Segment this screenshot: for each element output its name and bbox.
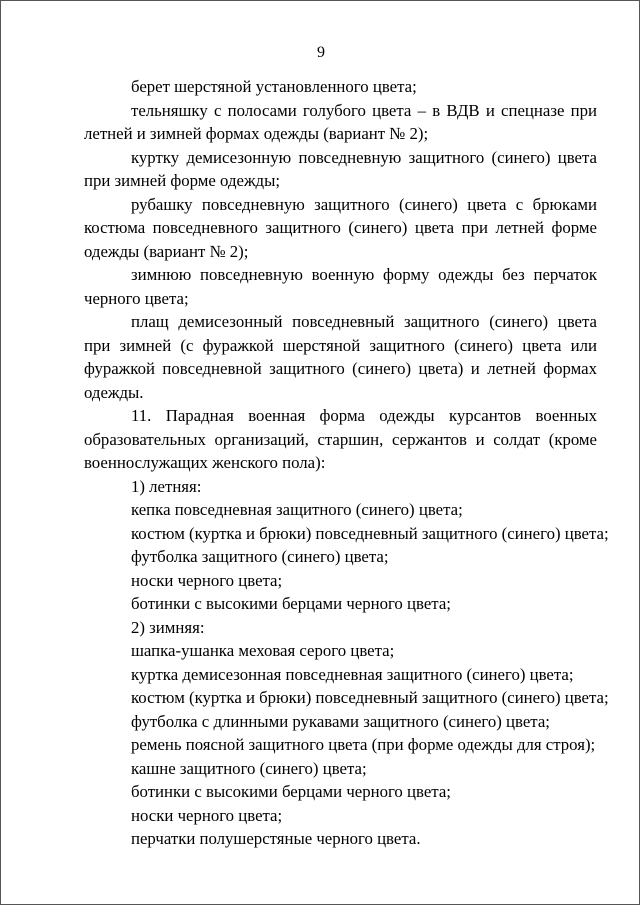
summer-item: ботинки с высокими берцами черного цвета; — [131, 594, 451, 613]
winter-item: кашне защитного (синего) цвета; — [131, 758, 367, 778]
winter-heading: 2) зимняя: — [131, 617, 205, 637]
summer-item: футболка защитного (синего) цвета; — [131, 547, 389, 566]
summer-item: костюм (куртка и брюки) повседневный защитного (синего) цвета; — [131, 523, 609, 543]
summer-heading: 1) летняя: — [131, 476, 202, 496]
paragraph-jacket: куртку демисезонную повседневную защитного (синего) цвета при зимней форме одежды; — [84, 147, 597, 190]
paragraph-beret: берет шерстяной установленного цвета; — [131, 77, 417, 96]
winter-item: носки черного цвета; — [131, 805, 283, 825]
paragraph-shirt: рубашку повседневную защитного (синего) цвета с брюками костюма повседневного защитного (синего) цвета при летней форме одежды (вариант № 2); — [84, 194, 597, 261]
paragraph-telnyashka: тельняшку с полосами голубого цвета – в ВДВ и спецназе при летней и зимней формах одежды (вариант № 2); — [84, 100, 597, 143]
winter-item: футболка с длинными рукавами защитного (синего) цвета; — [131, 711, 550, 731]
winter-item: куртка демисезонная повседневная защитного (синего) цвета; — [131, 664, 574, 684]
winter-item: перчатки полушерстяные черного цвета. — [131, 829, 421, 848]
paragraph-raincoat: плащ демисезонный повседневный защитного (синего) цвета при зимней (с фуражкой шерстяной защитного (синего) цвета или фуражкой повседневной защитного (синего) цвета) и летней формах одежды. — [84, 312, 597, 402]
paragraph-section-11: 11. Парадная военная форма одежды курсантов военных образовательных организаций, старшин, сержантов и солдат (кроме военнослужащих женского пола): — [84, 406, 597, 472]
summer-item: кепка повседневная защитного (синего) цвета; — [131, 500, 463, 519]
summer-item: носки черного цвета; — [131, 570, 283, 590]
paragraph-winter-uniform: зимнюю повседневную военную форму одежды без перчаток черного цвета; — [84, 265, 597, 308]
winter-item: ботинки с высокими берцами черного цвета; — [131, 782, 451, 801]
winter-item: шапка-ушанка меховая серого цвета; — [131, 641, 395, 660]
winter-item: ремень поясной защитного цвета (при форме одежды для строя); — [131, 735, 596, 754]
document-body — [84, 75, 609, 851]
winter-item: костюм (куртка и брюки) повседневный защитного (синего) цвета; — [131, 688, 609, 707]
page-number: 9 — [317, 44, 325, 61]
